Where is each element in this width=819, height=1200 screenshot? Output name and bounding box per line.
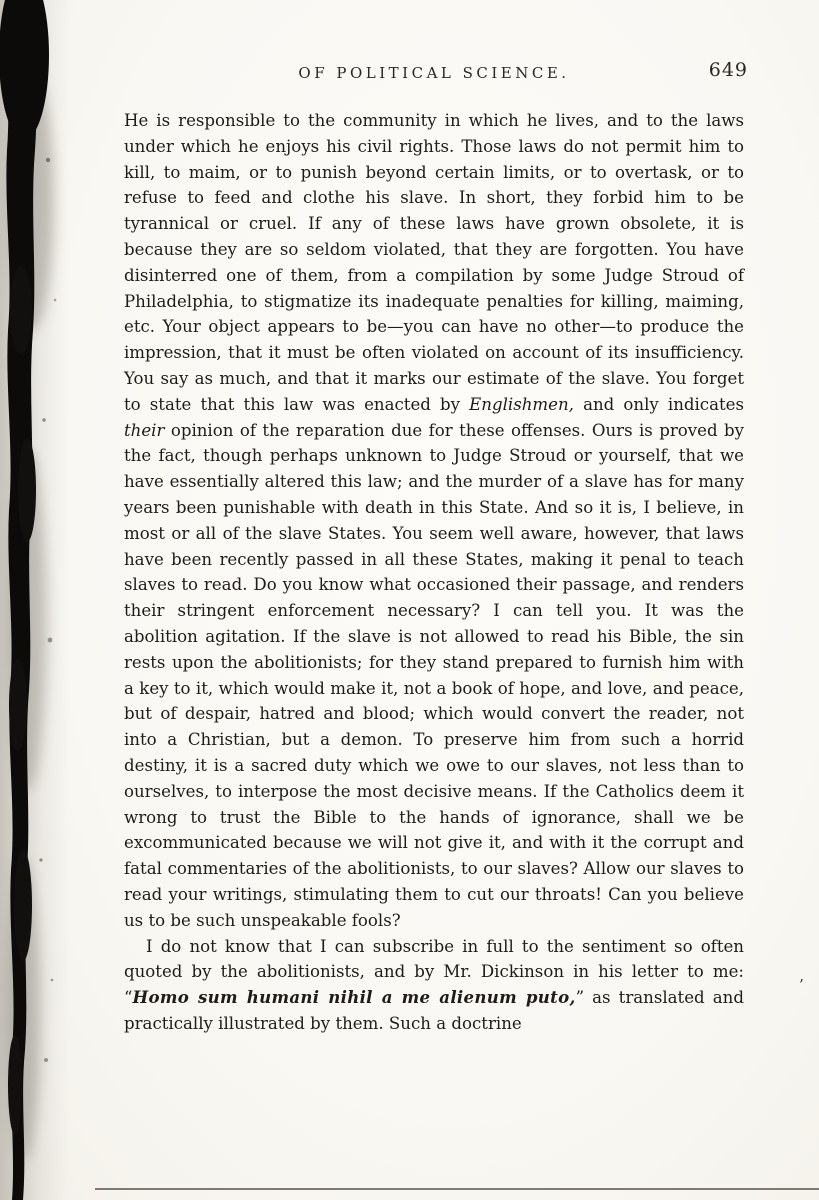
text-segment-italic: Englishmen,: [469, 394, 574, 414]
page-bottom-edge-line: [95, 1188, 819, 1190]
ink-speck: ’: [799, 976, 804, 994]
text-body: [124, 108, 744, 1037]
page-number: 649: [708, 59, 748, 81]
page-header: [124, 58, 748, 90]
text-segment-italic: their: [124, 420, 165, 440]
ink-smudge: [0, 0, 90, 1200]
text-segment: I do not know that I can subscribe in full to the sentiment so often quoted by the abolitionists, and by Mr. Dickinson in his letter to me: “: [124, 936, 744, 1008]
text-segment: ” as translated and practically illustrated by them. Such a doctrine: [124, 988, 744, 1033]
page-content: [124, 58, 748, 1037]
paragraph: [124, 108, 744, 934]
paragraph: [124, 934, 744, 1037]
text-segment: He is responsible to the community in which he lives, and to the laws under which he enjoys his civil rights. Those laws do not permit him to kill, to maim, or to punish beyond certain limits, or to overtask, or to refuse to feed and clothe his slave. In short, they forbid him to be tyrannical or cruel. If any of these laws have grown obsolete, it is because they are so seldom violated, that they are forgotten. You have disinterred one of them, from a compilation by some Judge Stroud of Philadelphia, to stigmatize its inadequate penalties for killing, maiming, etc. Your object appears to be—you can have no other—to produce the impression, that it must be often violated on account of its insufficiency. You say as much, and that it marks our estimate of the slave. You forget to state that this law was enacted by: [124, 111, 744, 414]
text-segment: and only indicates: [573, 394, 744, 414]
text-segment-bold-italic: Homo sum humani nihil a me alienum puto,: [132, 987, 576, 1008]
running-head: OF POLITICAL SCIENCE.: [298, 64, 570, 82]
text-segment: opinion of the reparation due for these offenses. Ours is proved by the fact, though perhaps unknown to Judge Stroud or yourself, that we have essentially altered this law; and the murder of a slave has for many years been punishable with death in this State. And so it is, I believe, in most or all of the slave States. You seem well aware, however, that laws have been recently passed in all these States, making it penal to teach slaves to read. Do you know what occasioned their passage, and renders their stringent enforcement necessary? I can tell you. It was the abolition agitation. If the slave is not allowed to read his Bible, the sin rests upon the abolitionists; for they stand prepared to furnish him with a key to it, which would make it, not a book of hope, and love, and peace, but of despair, hatred and blood; which would convert the reader, not into a Christian, but a demon. To preserve him from such a horrid destiny, it is a sacred duty which we owe to our slaves, not less than to ourselves, to interpose the most decisive means. If the Catholics deem it wrong to trust the Bible to the hands of ignorance, shall we be excommunicated because we will not give it, and with it the corrupt and fatal commentaries of the abolitionists, to our slaves? Allow our slaves to read your writings, stimulating them to cut our throats! Can you believe us to be such unspeakable fools?: [124, 420, 744, 930]
